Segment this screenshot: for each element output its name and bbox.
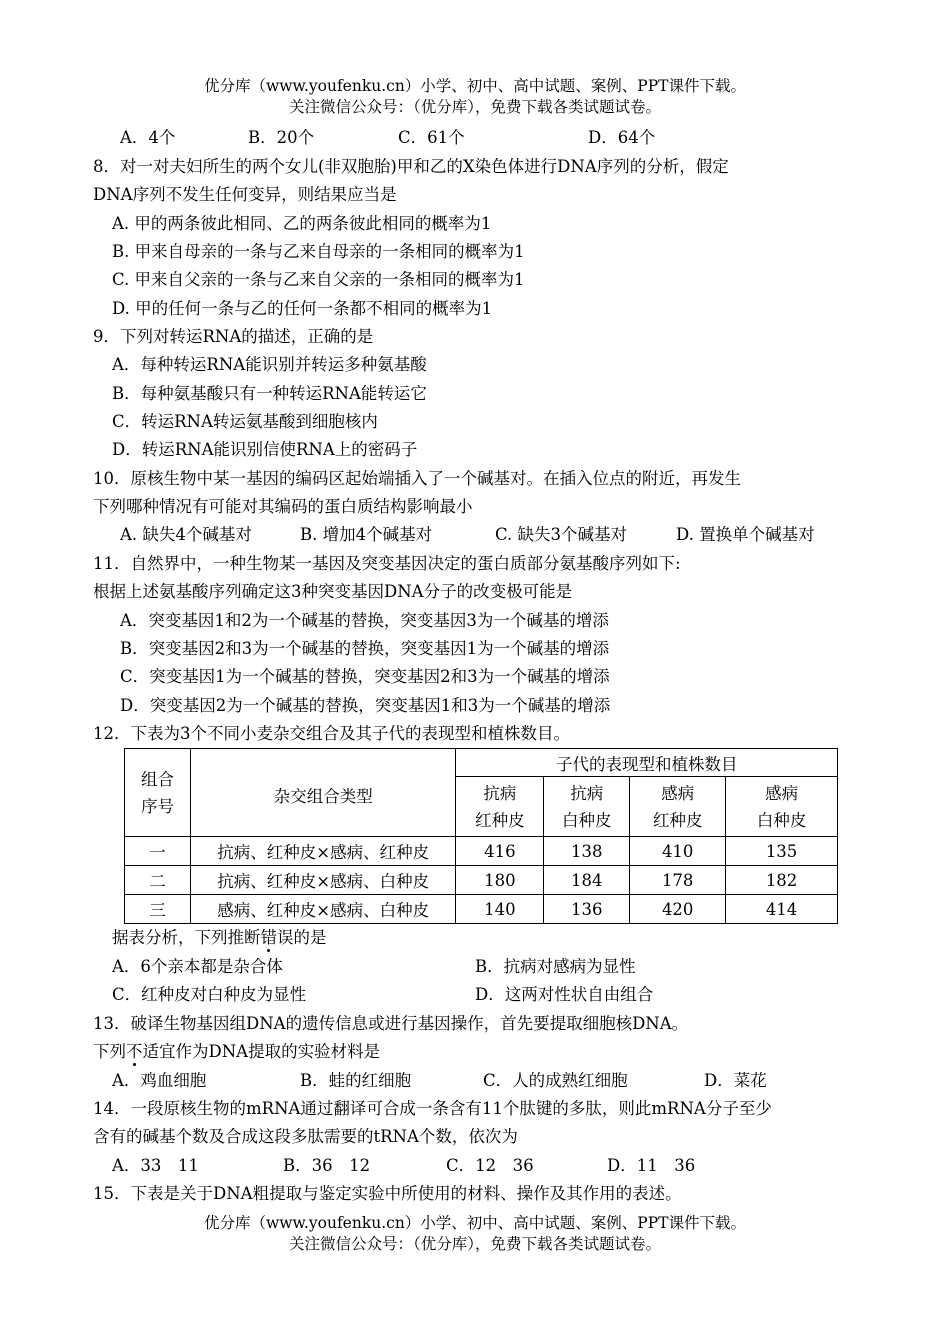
header-cross-type: 杂交组合类型 — [190, 749, 456, 837]
q9-option-b: B．每种氨基酸只有一种转运RNA能转运它 — [112, 384, 427, 403]
q14-option-d: D．11 36 — [607, 1156, 696, 1175]
q10-stem-1: 10．原核生物中某一基因的编码区起始端插入了一个碱基对。在插入位点的附近，再发生 — [93, 469, 741, 488]
q11-option-b: B．突变基因2和3为一个碱基的替换，突变基因1为一个碱基的增添 — [120, 639, 610, 658]
q9-option-c: C．转运RNA转运氨基酸到细胞核内 — [112, 412, 378, 431]
q7-option-d: D．64个 — [588, 128, 656, 147]
q8-option-b: B. 甲来自母亲的一条与乙来自母亲的一条相同的概率为1 — [112, 242, 525, 261]
q12-option-c: C．红种皮对白种皮为显性 — [112, 985, 307, 1004]
q10-option-d: D. 置换单个碱基对 — [676, 525, 815, 544]
cross-results-table — [124, 748, 838, 924]
q13-stem-2: 下列不适宜作为DNA提取的实验材料是 — [93, 1042, 381, 1061]
table-row: 三 感病、红种皮×感病、白种皮 140 136 420 414 — [125, 895, 838, 924]
q10-stem-2: 下列哪种情况有可能对其编码的蛋白质结构影响最小 — [93, 497, 473, 516]
q12-stem: 12．下表为3个不同小麦杂交组合及其子代的表现型和植株数目。 — [93, 724, 570, 743]
q11-option-d: D．突变基因2为一个碱基的替换，突变基因1和3为一个碱基的增添 — [120, 696, 611, 715]
emphasis-mark: 错 — [260, 928, 277, 947]
q8-stem-1: 8．对一对夫妇所生的两个女儿(非双胞胎)甲和乙的X染色体进行DNA序列的分析，假定 — [93, 157, 729, 176]
q14-option-c: C．12 36 — [446, 1156, 534, 1175]
q10-option-b: B. 增加4个碱基对 — [300, 525, 433, 544]
q15-stem: 15．下表是关于DNA粗提取与鉴定实验中所使用的材料、操作及其作用的表述。 — [93, 1184, 682, 1203]
q11-option-c: C．突变基因1为一个碱基的替换，突变基因2和3为一个碱基的增添 — [120, 667, 610, 686]
q10-option-c: C. 缺失3个碱基对 — [495, 525, 628, 544]
header-line-1: 优分库（www.youfenku.cn）小学、初中、高中试题、案例、PPT课件下载。 — [203, 77, 747, 95]
q9-option-a: A．每种转运RNA能识别并转运多种氨基酸 — [112, 355, 427, 374]
header-col-resistant-red: 抗病 红种皮 — [456, 777, 544, 837]
header-col-resistant-white: 抗病 白种皮 — [544, 777, 630, 837]
footer-line-1: 优分库（www.youfenku.cn）小学、初中、高中试题、案例、PPT课件下载。 — [203, 1214, 747, 1232]
header-col-susceptible-red: 感病 红种皮 — [630, 777, 726, 837]
q7-option-a: A．4个 — [120, 128, 176, 147]
q14-stem-1: 14．一段原核生物的mRNA通过翻译可合成一条含有11个肽键的多肽，则此mRNA分子至少 — [93, 1099, 772, 1118]
q7-option-c: C．61个 — [398, 128, 465, 147]
q11-stem-1: 11．自然界中，一种生物某一基因及突变基因决定的蛋白质部分氨基酸序列如下: — [93, 554, 681, 573]
header-group-id: 组合 序号 — [125, 749, 191, 837]
q12-option-a: A．6个亲本都是杂合体 — [112, 957, 283, 976]
table-row: 一 抗病、红种皮×感病、红种皮 416 138 410 135 — [125, 837, 838, 866]
q7-option-b: B．20个 — [248, 128, 315, 147]
q13-option-a: A．鸡血细胞 — [112, 1071, 207, 1090]
q13-stem-1: 13．破译生物基因组DNA的遗传信息或进行基因操作，首先要提取细胞核DNA。 — [93, 1014, 689, 1033]
q8-stem-2: DNA序列不发生任何变异，则结果应当是 — [93, 185, 397, 204]
q14-option-b: B．36 12 — [283, 1156, 371, 1175]
table-row: 二 抗病、红种皮×感病、白种皮 180 184 178 182 — [125, 866, 838, 895]
q14-option-a: A．33 11 — [112, 1156, 199, 1175]
q13-option-d: D．菜花 — [704, 1071, 767, 1090]
q10-option-a: A. 缺失4个碱基对 — [120, 525, 252, 544]
q12-option-d: D．这两对性状自由组合 — [475, 985, 654, 1004]
q8-option-d: D. 甲的任何一条与乙的任何一条都不相同的概率为1 — [112, 299, 493, 318]
q9-option-d: D．转运RNA能识别信使RNA上的密码子 — [112, 440, 418, 459]
q13-option-b: B．蛙的红细胞 — [300, 1071, 412, 1090]
q11-option-a: A．突变基因1和2为一个碱基的替换，突变基因3为一个碱基的增添 — [120, 611, 609, 630]
q9-stem: 9．下列对转运RNA的描述，正确的是 — [93, 327, 374, 346]
q14-stem-2: 含有的碱基个数及合成这段多肽需要的tRNA个数，依次为 — [93, 1127, 518, 1146]
q12-option-b: B．抗病对感病为显性 — [475, 957, 636, 976]
q11-stem-2: 根据上述氨基酸序列确定这3种突变基因DNA分子的改变极可能是 — [93, 582, 573, 601]
q8-option-a: A. 甲的两条彼此相同、乙的两条彼此相同的概率为1 — [112, 214, 492, 233]
q8-option-c: C. 甲来自父亲的一条与乙来自父亲的一条相同的概率为1 — [112, 270, 525, 289]
header-line-2: 关注微信公众号：（优分库），免费下载各类试题试卷。 — [288, 98, 661, 116]
q13-option-c: C．人的成熟红细胞 — [483, 1071, 628, 1090]
header-col-susceptible-white: 感病 白种皮 — [726, 777, 838, 837]
emphasis-mark: 不 — [126, 1042, 143, 1061]
header-offspring: 子代的表现型和植株数目 — [456, 749, 838, 777]
footer-line-2: 关注微信公众号：（优分库），免费下载各类试题试卷。 — [288, 1235, 661, 1253]
q12-followup: 据表分析，下列推断错误的是 — [112, 928, 327, 947]
